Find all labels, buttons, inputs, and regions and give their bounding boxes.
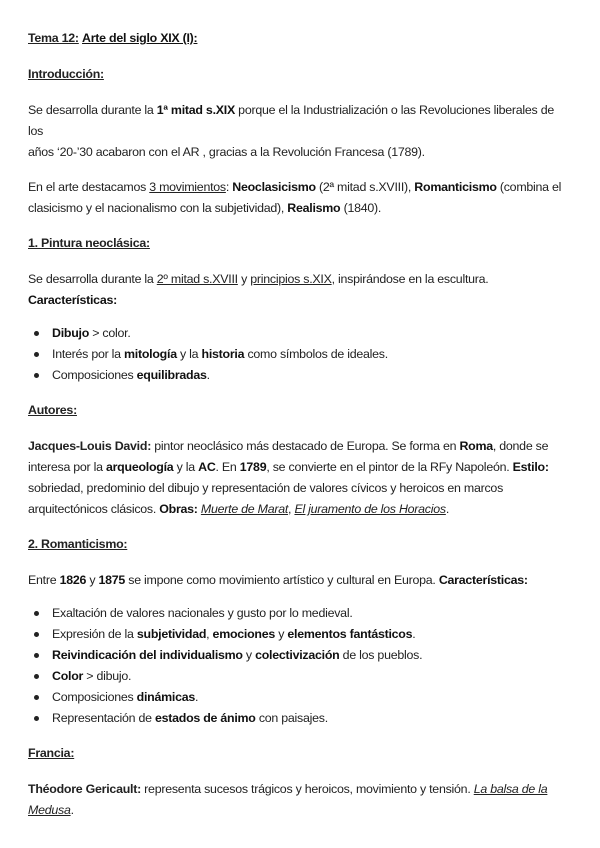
text-line	[28, 177, 570, 198]
text-run: Romanticismo	[414, 180, 497, 194]
bullet-icon	[34, 331, 39, 336]
list-item	[28, 624, 570, 645]
text-run: años ‘20-’30 acabaron con el AR , gracias a la Revolución Francesa (1789).	[28, 145, 425, 159]
text-run: En el arte destacamos	[28, 180, 150, 194]
text-run: Entre	[28, 573, 60, 587]
title-text: Arte del siglo XIX (I):	[82, 31, 198, 45]
text-run: ,	[288, 502, 295, 516]
text-run: arqueología	[105, 460, 174, 474]
intro-heading: Introducción:	[28, 67, 104, 81]
text-run: Se desarrolla durante la	[28, 103, 157, 117]
bullet-icon	[34, 716, 39, 721]
text-run: Expresión de la	[52, 627, 137, 641]
text-run: equilibradas	[136, 368, 207, 382]
work-title: Muerte de Marat	[200, 502, 289, 516]
text-run: Reivindicación del individualismo	[52, 648, 243, 662]
text-run: Roma	[459, 439, 493, 453]
bullet-icon	[34, 632, 39, 637]
text-run: . En	[215, 460, 240, 474]
text-run: clasicismo y el nacionalismo con la subjetividad),	[28, 201, 288, 215]
text-line	[28, 100, 570, 142]
text-run: Características:	[28, 293, 117, 307]
francia-heading: Francia:	[28, 746, 75, 760]
neo-paragraph	[28, 269, 570, 311]
neo-heading: 1. Pintura neoclásica:	[28, 236, 150, 250]
text-run: pintor neoclásico más destacado de Europa. Se forma en	[151, 439, 460, 453]
text-line	[28, 457, 570, 478]
work-title: La balsa de la	[473, 782, 548, 796]
bullet-icon	[34, 611, 39, 616]
text-run: (combina el	[496, 180, 562, 194]
text-run: 1789	[239, 460, 267, 474]
text-run: Obras:	[159, 502, 198, 516]
title-label: Tema 12:	[28, 31, 79, 45]
intro-paragraph-1	[28, 100, 570, 163]
text-run: .	[206, 368, 210, 382]
text-run: se impone como movimiento artístico y cultural en Europa.	[125, 573, 439, 587]
text-run: Color	[52, 669, 84, 683]
text-run: Neoclasicismo	[232, 180, 316, 194]
text-run: Realismo	[287, 201, 341, 215]
text-run: 2º mitad s.XVIII	[156, 272, 238, 286]
text-line	[28, 499, 570, 520]
text-run: Interés por la	[52, 347, 125, 361]
text-run: Representación de	[52, 711, 155, 725]
text-run: de los pueblos.	[339, 648, 423, 662]
bullet-icon	[34, 352, 39, 357]
text-run: AC	[198, 460, 216, 474]
text-run: y	[86, 573, 99, 587]
text-run: > dibujo.	[83, 669, 132, 683]
text-run: sobriedad, predominio del dibujo y representación de valores cívicos y heroicos en marcos	[28, 481, 504, 495]
text-run: dinámicas	[136, 690, 196, 704]
text-run: historia	[201, 347, 245, 361]
text-run: con paisajes.	[255, 711, 328, 725]
text-run: 3 movimientos	[149, 180, 226, 194]
text-run: arquitectónicos clásicos.	[28, 502, 160, 516]
text-run: emociones	[212, 627, 276, 641]
text-run: Exaltación de valores nacionales y gusto por lo medieval.	[52, 606, 353, 620]
list-item	[28, 708, 570, 729]
text-run: 1875	[98, 573, 126, 587]
text-run: > color.	[89, 326, 131, 340]
text-line	[28, 478, 570, 499]
bullet-icon	[34, 373, 39, 378]
text-run: subjetividad	[136, 627, 207, 641]
text-run: elementos fantásticos	[287, 627, 413, 641]
text-run: .	[445, 502, 450, 516]
neo-characteristics-list	[28, 323, 570, 386]
text-run: y	[275, 627, 288, 641]
document-title	[28, 28, 570, 49]
autores-heading: Autores:	[28, 403, 77, 417]
text-line	[28, 779, 570, 800]
david-paragraph	[28, 436, 570, 520]
text-run: 1ª mitad s.XIX	[156, 103, 235, 117]
text-run: mitología	[124, 347, 177, 361]
rom-paragraph	[28, 570, 570, 591]
bullet-icon	[34, 695, 39, 700]
text-run: y la	[173, 460, 199, 474]
rom-heading: 2. Romanticismo:	[28, 537, 128, 551]
text-run: representa sucesos trágicos y heroicos, movimiento y tensión.	[140, 782, 474, 796]
text-line	[28, 198, 570, 219]
text-run: ,	[206, 627, 213, 641]
list-item	[28, 365, 570, 386]
intro-paragraph-2	[28, 177, 570, 219]
rom-characteristics-list	[28, 603, 570, 729]
text-run: como símbolos de ideales.	[244, 347, 388, 361]
list-item	[28, 603, 570, 624]
text-run: y la	[176, 347, 202, 361]
work-title: El juramento de los Horacios	[294, 502, 446, 516]
text-run: (1840).	[340, 201, 382, 215]
text-run: Se desarrolla durante la	[28, 272, 157, 286]
list-item	[28, 645, 570, 666]
text-run: interesa por la	[28, 460, 106, 474]
text-run: , se convierte en el pintor de la RFy Napoleón.	[266, 460, 513, 474]
list-item	[28, 323, 570, 344]
text-run: y	[237, 272, 251, 286]
work-title: Medusa	[28, 803, 71, 817]
text-run: .	[70, 803, 74, 817]
list-item	[28, 687, 570, 708]
list-item	[28, 344, 570, 365]
text-run: , inspirándose en la escultura.	[331, 272, 489, 286]
text-run: y	[242, 648, 256, 662]
text-run: Estilo:	[512, 460, 549, 474]
text-run: colectivización	[255, 648, 340, 662]
text-run: Composiciones	[52, 368, 137, 382]
text-line	[28, 436, 570, 457]
text-run: 1826	[59, 573, 87, 587]
gericault-paragraph	[28, 779, 570, 821]
text-run: Características:	[438, 573, 528, 587]
text-run: :	[225, 180, 233, 194]
text-run: Dibujo	[52, 326, 90, 340]
text-run: estados de ánimo	[154, 711, 256, 725]
text-run: , donde se	[492, 439, 549, 453]
gericault-name: Théodore Gericault:	[28, 782, 141, 796]
text-line	[28, 800, 570, 821]
text-run: porque el la Industrialización o las Revoluciones liberales de los	[28, 103, 554, 138]
david-name: Jacques-Louis David:	[28, 439, 152, 453]
text-run: Composiciones	[52, 690, 137, 704]
text-run: .	[195, 690, 199, 704]
text-line	[28, 142, 570, 163]
text-run: principios s.XIX	[250, 272, 332, 286]
bullet-icon	[34, 674, 39, 679]
list-item	[28, 666, 570, 687]
text-run: (2ª mitad s.XVIII),	[315, 180, 415, 194]
bullet-icon	[34, 653, 39, 658]
text-run: .	[412, 627, 416, 641]
